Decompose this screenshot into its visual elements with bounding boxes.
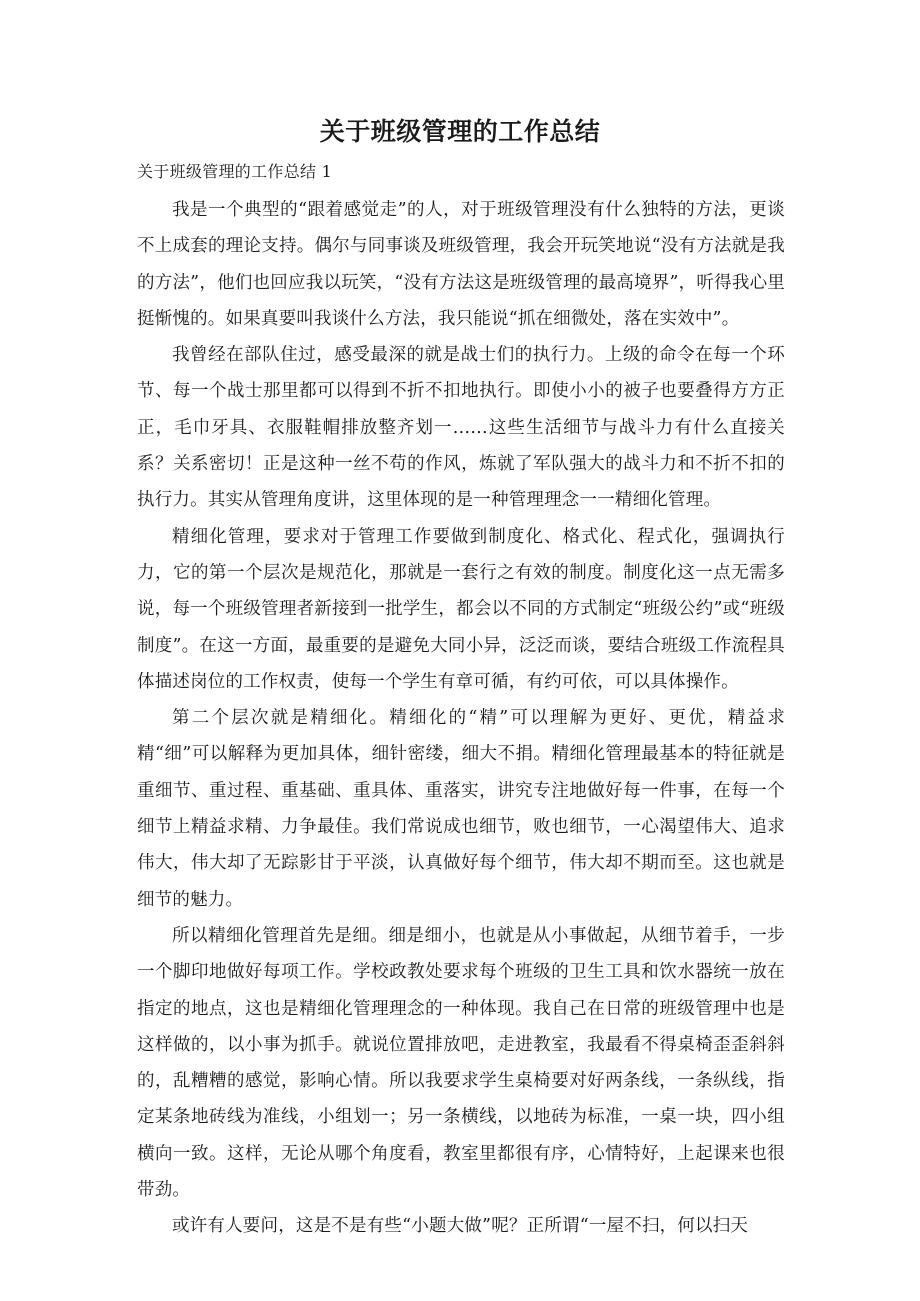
paragraph: 我是一个典型的“跟着感觉走”的人，对于班级管理没有什么独特的方法，更谈不上成套的理论支持。偶尔与同事谈及班级管理，我会开玩笑地说“没有方法就是我的方法”，他们也回应我以玩笑，“没有方法这是班级管理的最高境界”，听得我心里挺惭愧的。如果真要叫我谈什么方法，我只能说“抓在细微处，落在实效中”。	[137, 200, 785, 329]
document-body	[137, 192, 785, 1245]
paragraph: 我曾经在部队住过，感受最深的就是战士们的执行力。上级的命令在每一个环节、每一个战士那里都可以得到不折不扣地执行。即使小小的被子也要叠得方方正正，毛巾牙具、衣服鞋帽排放整齐划一……这些生活细节与战斗力有什么直接关系？关系密切！正是这种一丝不苟的作风，炼就了军队强大的战斗力和不折不扣的执行力。其实从管理角度讲，这里体现的是一种管理理念一一精细化管理。	[137, 345, 785, 511]
paragraph: 所以精细化管理首先是细。细是细小，也就是从小事做起，从细节着手，一步一个脚印地做好每项工作。学校政教处要求每个班级的卫生工具和饮水器统一放在指定的地点，这也是精细化管理理念的一种体现。我自己在日常的班级管理中也是这样做的，以小事为抓手。就说位置排放吧，走进教室，我最看不得桌椅歪歪斜斜的，乱糟糟的感觉，影响心情。所以我要求学生桌椅要对好两条线，一条纵线，指定某条地砖线为准线，小组划一；另一条横线，以地砖为标准，一桌一块，四小组横向一致。这样，无论从哪个角度看，教室里都很有序，心情特好，上起课来也很带劲。	[137, 925, 785, 1201]
document-title: 关于班级管理的工作总结	[319, 117, 601, 146]
document-subtitle: 关于班级管理的工作总结 1	[137, 162, 333, 181]
paragraph: 第二个层次就是精细化。精细化的“精”可以理解为更好、更优，精益求精“细”可以解释为更加具体，细针密缕，细大不捐。精细化管理最基本的特征就是重细节、重过程、重基础、重具体、重落实，讲究专注地做好每一件事，在每一个细节上精益求精、力争最佳。我们常说成也细节，败也细节，一心渴望伟大、追求伟大，伟大却了无踪影甘于平淡，认真做好每个细节，伟大却不期而至。这也就是细节的魅力。	[137, 708, 785, 910]
paragraph: 精细化管理，要求对于管理工作要做到制度化、格式化、程式化，强调执行力，它的第一个层次是规范化，那就是一套行之有效的制度。制度化这一点无需多说，每一个班级管理者新接到一批学生，都会以不同的方式制定“班级公约”或“班级制度”。在这一方面，最重要的是避免大同小异，泛泛而谈，要结合班级工作流程具体描述岗位的工作权责，使每一个学生有章可循，有约可依，可以具体操作。	[137, 526, 785, 692]
paragraph: 或许有人要问，这是不是有些“小题大做”呢？正所谓“一屋不扫，何以扫天	[172, 1216, 749, 1237]
